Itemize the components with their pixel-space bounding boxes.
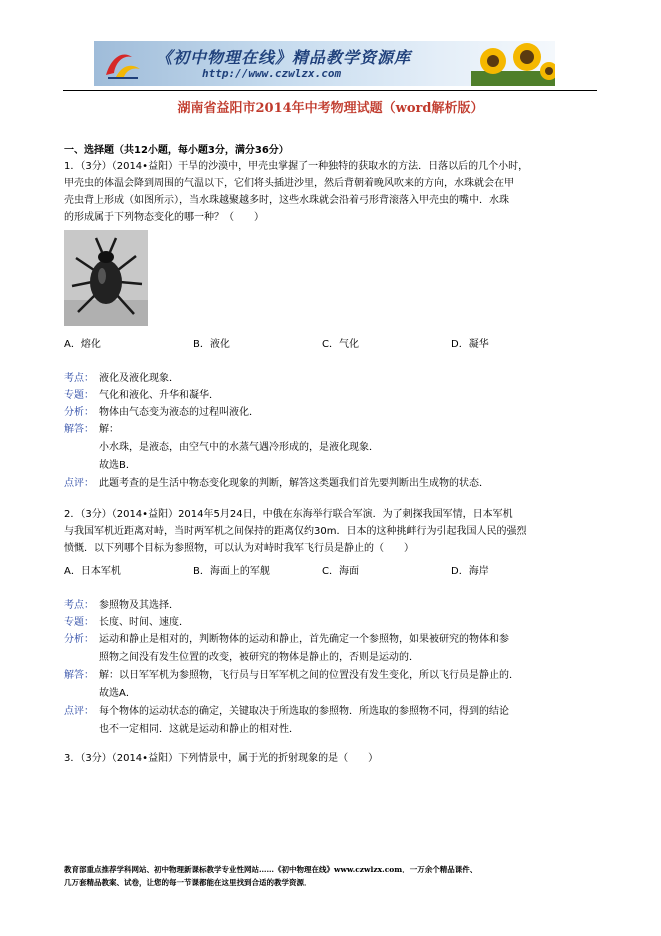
q2-dianping-1: 每个物体的运动状态的确定，关键取决于所选取的参照物．所选取的参照物不同，得到的结论 <box>99 706 509 717</box>
footer-line-1: 教育部重点推荐学科网站、初中物理新课标教学专业性网站……《初中物理在线》www.czwlzx.com．一万余个精品课件、 <box>64 865 478 874</box>
beetle-image <box>64 230 148 326</box>
q1-jieda-3: 故选B． <box>99 460 136 471</box>
q1-option-d: D．凝华 <box>451 339 489 350</box>
beetle-icon <box>64 230 148 326</box>
q2-option-c: C．海面 <box>322 566 359 577</box>
q2-kaodian-label: 考点： <box>64 600 94 611</box>
footer-line-2: 几万套精品教案、试卷，让您的每一节课都能在这里找到合适的教学资源． <box>64 878 312 887</box>
sunflower-icon <box>471 41 555 86</box>
banner-title: 《初中物理在线》精品教学资源库 <box>156 48 412 67</box>
q1-line-3: 壳虫背上形成（如图所示），当水珠越聚越多时，这些水珠就会沿着弓形背滚落入甲壳虫的嘴中．水珠 <box>64 195 509 206</box>
q1-kaodian-label: 考点： <box>64 373 94 384</box>
banner-url: http://www.czwlzx.com <box>202 67 342 80</box>
q2-fenxi-2: 照物之间没有发生位置的改变，被研究的物体是静止的，否则是运动的． <box>99 652 419 663</box>
q2-kaodian: 参照物及其选择． <box>99 600 179 611</box>
q1-line-4: 的形成属于下列物态变化的哪一种？（ ） <box>64 212 264 223</box>
q1-zhuanti: 气化和液化、升华和凝华． <box>99 390 219 401</box>
q1-line-1: 1．（3分）（2014•益阳）干旱的沙漠中，甲壳虫掌握了一种独特的获取水的方法．日落以后的几个小时， <box>64 161 529 172</box>
header-rule <box>63 90 597 91</box>
section-heading: 一、选择题（共12小题，每小题3分，满分36分） <box>64 145 289 156</box>
q2-zhuanti: 长度、时间、速度． <box>99 617 189 628</box>
q2-option-b: B．海面上的军舰 <box>193 566 270 577</box>
q1-dianping-label: 点评： <box>64 478 94 489</box>
q1-fenxi: 物体由气态变为液态的过程叫液化． <box>99 407 259 418</box>
logo-icon <box>102 47 142 81</box>
q1-line-2: 甲壳虫的体温会降到周围的气温以下，它们将头插进沙里，然后背朝着晚风吹来的方向，水珠就会在甲 <box>64 178 514 189</box>
q2-option-a: A．日本军机 <box>64 566 121 577</box>
q2-fenxi-1: 运动和静止是相对的，判断物体的运动和静止，首先确定一个参照物，如果被研究的物体和参 <box>99 634 509 645</box>
q1-option-b: B．液化 <box>193 339 230 350</box>
q1-zhuanti-label: 专题： <box>64 390 94 401</box>
q1-jieda-2: 小水珠，是液态，由空气中的水蒸气遇冷形成的，是液化现象． <box>99 442 379 453</box>
q2-option-d: D．海岸 <box>451 566 489 577</box>
q1-dianping: 此题考查的是生活中物态变化现象的判断，解答这类题我们首先要判断出生成物的状态． <box>99 478 489 489</box>
q2-line-3: 愤慨．以下列哪个目标为参照物，可以认为对峙时我军飞行员是静止的（ ） <box>64 543 414 554</box>
q2-fenxi-label: 分析： <box>64 634 94 645</box>
q1-kaodian: 液化及液化现象． <box>99 373 179 384</box>
q2-dianping-label: 点评： <box>64 706 94 717</box>
document-title: 湖南省益阳市2014年中考物理试题（word解析版） <box>177 101 484 116</box>
q1-option-a: A．熔化 <box>64 339 101 350</box>
q1-jieda-1: 解： <box>99 424 119 435</box>
q2-line-1: 2．（3分）（2014•益阳）2014年5月24日，中俄在东海举行联合军演．为了刺探我国军情，日本军机 <box>64 509 513 520</box>
q2-dianping-2: 也不一定相同．这就是运动和静止的相对性． <box>99 724 299 735</box>
header-banner <box>94 41 555 86</box>
q2-zhuanti-label: 专题： <box>64 617 94 628</box>
q3-line-1: 3．（3分）（2014•益阳）下列情景中，属于光的折射现象的是（ ） <box>64 753 379 764</box>
q1-fenxi-label: 分析： <box>64 407 94 418</box>
q2-line-2: 与我国军机近距离对峙，当时两军机之间保持的距离仅约30m．日本的这种挑衅行为引起我国人民的强烈 <box>64 526 527 537</box>
q1-option-c: C．气化 <box>322 339 359 350</box>
q2-jieda-2: 故选A． <box>99 688 136 699</box>
q1-jieda-label: 解答： <box>64 424 94 435</box>
q2-jieda-1: 解：以日军军机为参照物，飞行员与日军军机之间的位置没有发生变化，所以飞行员是静止的． <box>99 670 519 681</box>
q2-jieda-label: 解答： <box>64 670 94 681</box>
